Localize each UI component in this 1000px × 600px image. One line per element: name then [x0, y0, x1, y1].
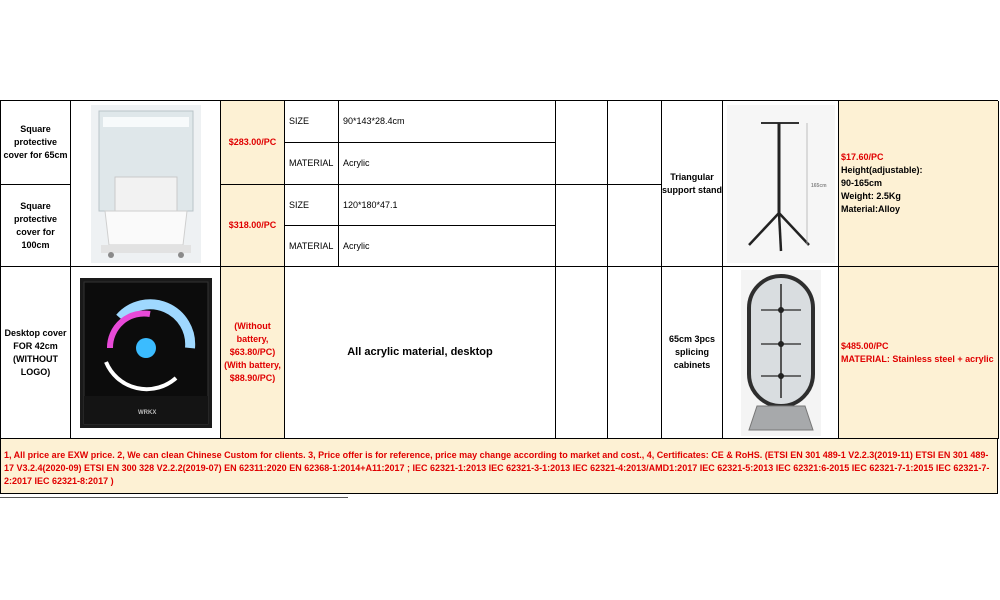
- accessory-image-tripod: [723, 101, 839, 267]
- spec-value-text: Acrylic: [343, 240, 370, 251]
- product-image-square-cover: [71, 101, 221, 267]
- square-cover-image: [91, 105, 201, 263]
- spec-label-size: [285, 185, 339, 226]
- product-name-desktop: [1, 267, 71, 439]
- desktop-logo-text: WRKX: [137, 409, 156, 416]
- empty-cell: [608, 267, 662, 439]
- spec-label-text: MATERIAL: [289, 240, 334, 251]
- price-100cm: [221, 185, 285, 267]
- spec-label-text: SIZE: [289, 199, 310, 210]
- accessory-price-text: $485.00/PC: [841, 340, 889, 351]
- empty-cell: [556, 267, 608, 439]
- terms-note-text: 1, All price are EXW price. 2, We can clean Chinese Custom for clients. 3, Price offer is for reference, price may change according to market and cost., 4, Certificates: CE & RoHS. (ETSI EN 301 489-1 V2.2.3(2019-11) ETSI EN 301 489-17 V3.2.4(2020-09) ETSI EN 300 328 V2.2.2(2019-07) EN 62311:2020 EN 62368-1:2014+A11:2017 ; IEC 62321-1:2013 IEC 62321-3-1:2013 IEC 62321-4:2013/AMD1:2017 IEC 62321-5:2013 IEC 62321:6-2015 IEC 62321-7-1:2015 IEC 62321-7-2:2017 IEC 62321-8:2017 ): [4, 450, 990, 486]
- spec-value-text: Acrylic: [343, 158, 370, 168]
- spec-value-size: [339, 185, 556, 226]
- desktop-cover-image: [80, 278, 212, 428]
- description-desktop: [285, 267, 556, 439]
- price-desktop: [221, 267, 285, 439]
- detail-line: Weight: 2.5Kg: [841, 191, 901, 201]
- accessory-image-cabinets: [723, 267, 839, 439]
- spec-value-size: [339, 101, 556, 143]
- price-text: (Without battery, $63.80/PC) (With battery, $88.90/PC): [224, 321, 281, 383]
- spec-value-material: [339, 226, 556, 267]
- price-sheet-table: [0, 100, 998, 494]
- detail-line: Height(adjustable):: [841, 165, 923, 175]
- spec-label-material: [285, 226, 339, 267]
- spec-value-text: 120*180*47.1: [343, 199, 398, 210]
- accessory-name-text: 65cm 3pcs splicing cabinets: [668, 334, 716, 370]
- splicing-cabinet-image: [741, 270, 821, 436]
- price-text: $318.00/PC: [228, 220, 277, 230]
- accessory-price-text: $17.60/PC: [841, 152, 884, 162]
- spec-label-material: [285, 143, 339, 185]
- empty-cell: [608, 185, 662, 267]
- spec-value-material: [339, 143, 556, 185]
- spec-label-text: MATERIAL: [289, 158, 334, 168]
- tripod-height-label: 165cm: [810, 182, 827, 189]
- tripod-stand-image: [727, 105, 835, 263]
- product-name-100cm: [1, 185, 71, 267]
- price-65cm: [221, 101, 285, 185]
- product-name-text: Desktop cover FOR 42cm (WITHOUT LOGO): [4, 327, 67, 377]
- description-text: All acrylic material, desktop: [347, 346, 493, 358]
- empty-cell: [556, 185, 608, 267]
- product-name-text: Square protective cover for 100cm: [13, 200, 57, 250]
- product-name-text: Square protective cover for 65cm: [3, 124, 68, 160]
- divider-line: [0, 497, 348, 498]
- empty-cell: [556, 101, 608, 185]
- accessory-name-text: Triangular support stand: [662, 171, 722, 195]
- spec-value-text: 90*143*28.4cm: [343, 116, 405, 126]
- detail-line: Material:Alloy: [841, 204, 901, 214]
- detail-line: 90-165cm: [841, 178, 883, 188]
- product-name-65cm: [1, 101, 71, 185]
- spec-label-text: SIZE: [289, 116, 310, 126]
- product-image-desktop-cover: [71, 267, 221, 439]
- accessory-details-tripod: [839, 101, 999, 267]
- accessory-details-cabinets: [839, 267, 999, 439]
- terms-note: [1, 439, 997, 493]
- detail-line: MATERIAL: Stainless steel + acrylic: [841, 353, 994, 364]
- accessory-name-cabinets: [662, 267, 723, 439]
- empty-cell: [608, 101, 662, 185]
- accessory-name-tripod: [662, 101, 723, 267]
- spec-label-size: [285, 101, 339, 143]
- price-text: $283.00/PC: [228, 137, 277, 147]
